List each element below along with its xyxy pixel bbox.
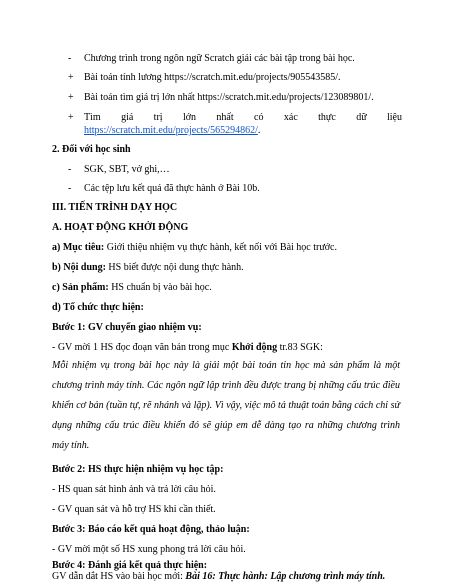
word: nhất (216, 112, 234, 123)
step-heading: Bước 2: HS thực hiện nhiệm vụ học tập: (52, 464, 224, 475)
dash-bullet: - (68, 53, 72, 64)
objective-label: a) Mục tiêu: (52, 242, 105, 253)
list-item (68, 182, 260, 195)
dash-bullet: - (68, 164, 72, 175)
step-text-part: tr.83 SGK: (277, 342, 323, 353)
step-item: - HS quan sát hình ảnh và trả lời câu hỏi. (52, 484, 216, 495)
section-heading: III. TIẾN TRÌNH DẠY HỌC (52, 202, 178, 213)
lesson-title: Bài 16: Thực hành: Lập chương trình máy tính. (185, 571, 386, 582)
quote-paragraph: Mỗi nhiệm vụ trong bài học này là giải một bài toán tin học mà sản phẩm là một chương trình máy tính. Các ngôn ngữ lập trình đều được trang bị những cấu trúc điều khiển cơ bản (tuần tự, rẽ nhánh và lặp). Vì vậy, việc mô tả thuật toán bằng cách chỉ sử dụng những cấu trúc điều khiển đó sẽ giúp em dễ dàng tạo ra những chương trình máy tính. (52, 360, 400, 451)
word: trị (153, 112, 163, 123)
section-heading: 2. Đối với học sinh (52, 144, 131, 155)
word: liệu (387, 112, 402, 123)
list-item (68, 91, 374, 104)
dash-bullet: - (68, 183, 72, 194)
word: xác (283, 112, 298, 123)
word: lớn (182, 112, 197, 123)
plus-bullet: + (68, 72, 74, 83)
step-text (52, 341, 323, 354)
list-item (68, 163, 170, 176)
list-item-text: Bài toán tính lương https://scratch.mit.edu/projects/905543585/. (84, 72, 341, 83)
plus-bullet: + (68, 92, 74, 103)
step-text (52, 570, 385, 583)
word: Tìm (84, 112, 101, 123)
list-item-text: Bài toán tìm giá trị lớn nhất https://scratch.mit.edu/projects/123089801/. (84, 92, 374, 103)
content-label: b) Nội dung: (52, 262, 106, 273)
step-text-bold: Khởi động (231, 342, 278, 353)
content-text: HS biết được nội dung thực hành. (105, 262, 244, 273)
objective-text: Giới thiệu nhiệm vụ thực hành, kết nối với Bài học trước. (104, 242, 337, 253)
list-item-text: Chương trình trong ngôn ngữ Scratch giải các bài tập trong bài học. (84, 53, 355, 64)
objective-line (52, 241, 337, 254)
step-heading: Bước 1: GV chuyển giao nhiệm vụ: (52, 322, 202, 333)
word: dữ (356, 112, 367, 123)
product-line (52, 281, 212, 294)
step-item: - GV quan sát và hỗ trợ HS khi cần thiết. (52, 504, 216, 515)
word: có (254, 112, 264, 123)
step-heading: Bước 3: Báo cáo kết quả hoạt động, thảo luận: (52, 524, 250, 535)
plus-bullet: + (68, 112, 74, 123)
product-text: HS chuẩn bị vào bài học. (108, 282, 212, 293)
word: thực (318, 112, 336, 123)
step-text-part: - GV mời 1 HS đọc đoạn văn bản trong mục (52, 342, 232, 353)
list-item-text: SGK, SBT, vở ghi,… (84, 164, 170, 175)
list-item-text: Các tệp lưu kết quả đã thực hành ở Bài 10b. (84, 183, 260, 194)
step-text-part: GV dẫn dắt HS vào bài học mới: (52, 571, 186, 582)
step-heading: Bước 4: Đánh giá kết quả thực hiện: (52, 560, 208, 571)
activity-heading: A. HOẠT ĐỘNG KHỞI ĐỘNG (52, 222, 189, 233)
link-tail: . (257, 125, 261, 136)
link-line (84, 124, 260, 137)
list-item (68, 111, 84, 124)
step-item: - GV mời một số HS xung phong trả lời câu hỏi. (52, 544, 246, 555)
scratch-project-link[interactable]: https://scratch.mit.edu/projects/565294862/ (84, 125, 258, 136)
justified-line (84, 111, 402, 124)
list-item (68, 71, 341, 84)
list-item (68, 52, 355, 65)
content-line (52, 261, 244, 274)
word: giá (121, 112, 134, 123)
product-label: c) Sản phẩm: (52, 282, 109, 293)
organization-label: d) Tổ chức thực hiện: (52, 302, 144, 313)
